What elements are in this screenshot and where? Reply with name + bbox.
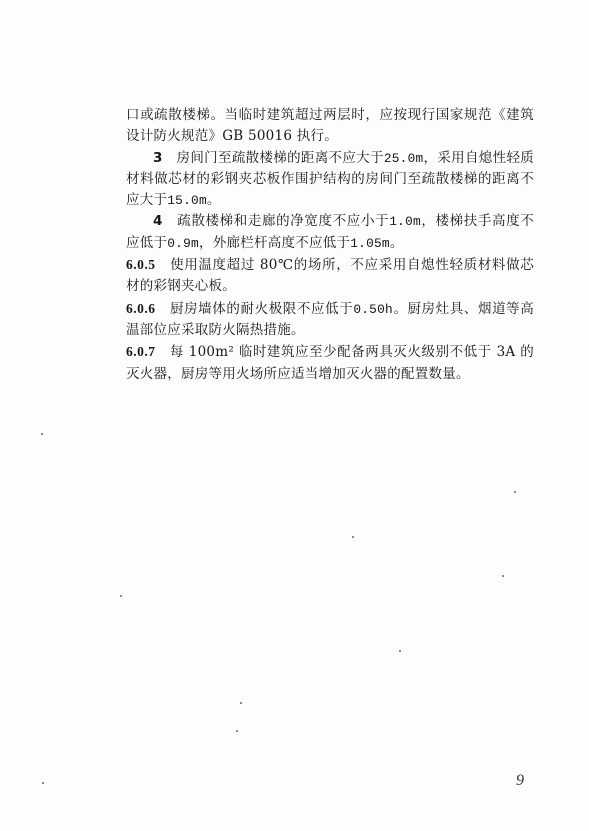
item-number: 4 (153, 213, 163, 230)
paragraph-text: 。 (206, 192, 221, 209)
paragraph-item-3 (126, 148, 534, 212)
scan-speck (41, 433, 43, 435)
clause-6-0-6 (126, 298, 534, 342)
scan-speck (352, 536, 354, 538)
item-number: 3 (153, 149, 163, 166)
paragraph-text: 每 100m² 临时建筑应至少配备两具灭火级别不低于 3A 的灭火器，厨房等用火场所应适当增加灭火器的配置数量。 (126, 344, 535, 382)
scan-speck (399, 650, 401, 652)
value: 15.0m (167, 193, 207, 209)
scan-speck (120, 595, 122, 597)
clause-number: 6.0.5 (126, 257, 156, 273)
paragraph-text: 疏散楼梯和走廊的净宽度不应小于 (177, 213, 390, 230)
paragraph-item-4 (126, 211, 534, 254)
clause-number: 6.0.6 (126, 300, 156, 316)
paragraph-text: 。 (389, 234, 404, 251)
scan-speck (514, 491, 516, 493)
scan-speck (502, 575, 504, 577)
paragraph-text: 使用温度超过 80℃的场所，不应采用自熄性轻质材料做芯材的彩钢夹心板。 (126, 257, 534, 295)
scan-speck (236, 730, 238, 732)
scan-speck (42, 782, 44, 784)
page-number: 9 (516, 772, 524, 789)
paragraph-text: ，采用自熄性轻质材料做芯材的彩钢夹芯板作围护结构的房间门至疏散楼梯的距离不应大于 (126, 149, 535, 209)
clause-6-0-7 (126, 341, 534, 385)
paragraph-continuation (126, 105, 534, 148)
value: 0.9m (167, 235, 199, 251)
value: 25.0m (383, 150, 424, 166)
paragraph-text: 口或疏散楼梯。当临时建筑超过两层时，应按现行国家规范《建筑设计防火规范》GB 50016 执行。 (126, 107, 534, 145)
clause-number: 6.0.7 (126, 344, 156, 360)
value: 1.0m (389, 214, 421, 230)
body-text (126, 105, 534, 385)
paragraph-text: 厨房墙体的耐火极限不应低于 (169, 300, 354, 317)
value: 1.05m (350, 235, 390, 251)
clause-6-0-5 (126, 254, 534, 298)
value: 0.50h (353, 301, 393, 317)
paragraph-text: ，外廊栏杆高度不应低于 (198, 234, 351, 251)
paragraph-text: ，楼梯扶手高度不应低于 (126, 213, 535, 251)
scan-speck (240, 702, 242, 704)
paragraph-text: 。厨房灶具、烟道等高温部位应采取防火隔热措施。 (126, 300, 535, 338)
paragraph-text: 房间门至疏散楼梯的距离不应大于 (176, 149, 384, 166)
